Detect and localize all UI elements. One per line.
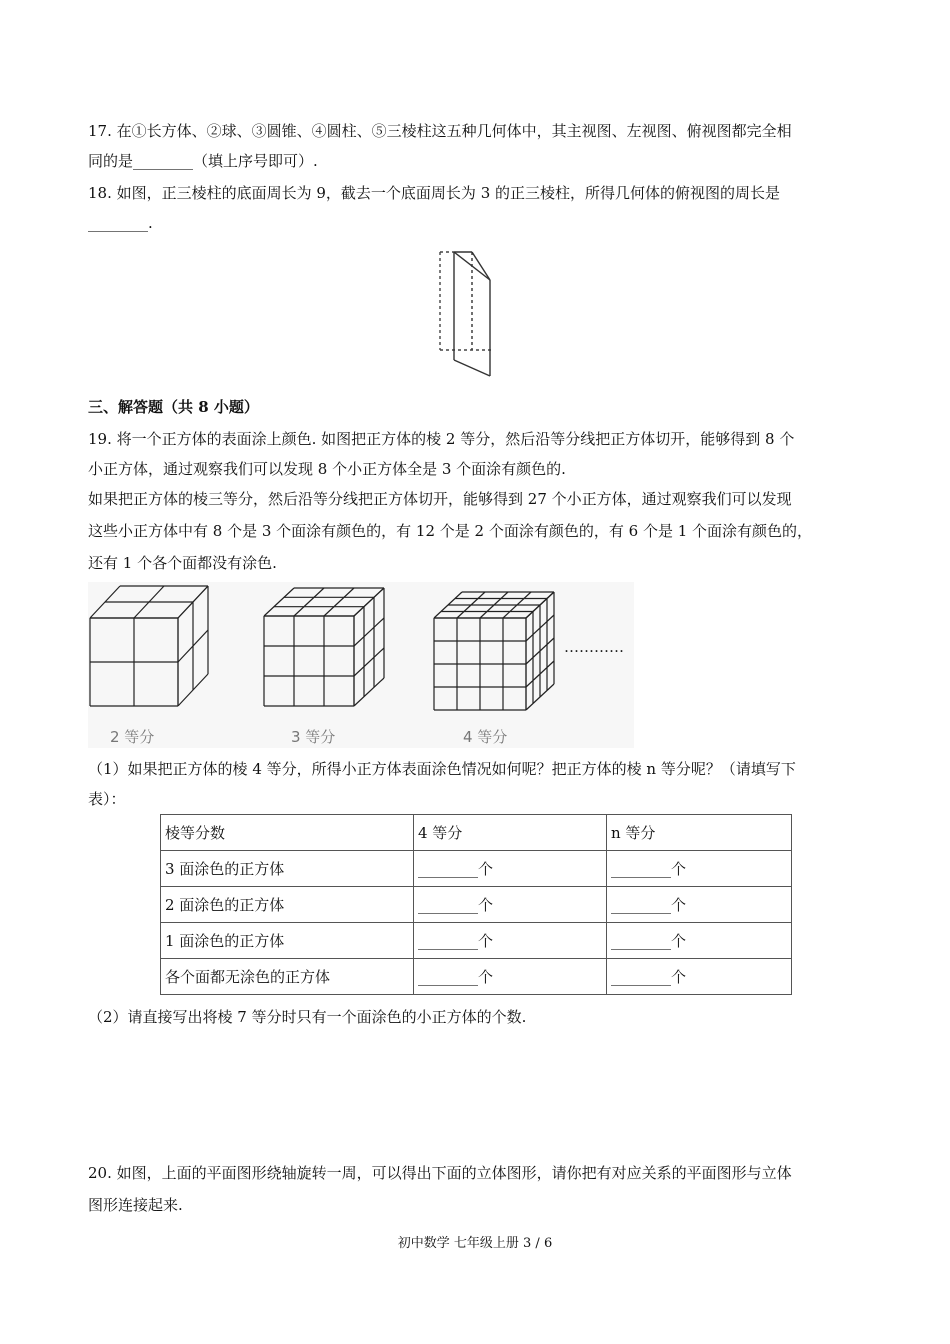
table-cell: 各个面都无涂色的正方体 xyxy=(161,959,414,995)
table-header: 4 等分 xyxy=(414,815,607,851)
ellipsis: ………… xyxy=(564,638,624,656)
q19-part1-line2: 表）： xyxy=(88,790,126,808)
answer-blank[interactable]: ________个 xyxy=(414,887,607,923)
table-row xyxy=(161,959,792,995)
q17-line2: 同的是________（填上序号即可）. xyxy=(88,152,318,170)
table-header: n 等分 xyxy=(607,815,792,851)
table-row xyxy=(161,851,792,887)
q20-line2: 图形连接起来. xyxy=(88,1196,183,1214)
answer-blank[interactable]: ________个 xyxy=(607,851,792,887)
answer-blank[interactable]: ________个 xyxy=(414,923,607,959)
cube-caption-2: 2 等分 xyxy=(110,728,155,746)
truncated-prism-figure xyxy=(432,244,522,378)
section-title: 三、解答题（共 8 小题） xyxy=(88,398,259,416)
q19-line3: 如果把正方体的棱三等分，然后沿等分线把正方体切开，能够得到 27 个小正方体，通过观察我们可以发现 xyxy=(88,490,792,508)
table-cell: 1 面涂色的正方体 xyxy=(161,923,414,959)
table-row xyxy=(161,923,792,959)
q19-part1-line1: （1）如果把正方体的棱 4 等分，所得小正方体表面涂色情况如何呢？把正方体的棱 n 等分呢？（请填写下 xyxy=(88,760,796,778)
answer-blank[interactable]: ________个 xyxy=(607,923,792,959)
answer-blank[interactable]: ________个 xyxy=(414,959,607,995)
q20-line1: 20. 如图，上面的平面图形绕轴旋转一周，可以得出下面的立体图形，请你把有对应关系的平面图形与立体 xyxy=(88,1164,792,1182)
cube-division-figure xyxy=(88,582,634,748)
q18-line2: ________. xyxy=(88,214,153,232)
q17-line1: 17. 在①长方体、②球、③圆锥、④圆柱、⑤三棱柱这五种几何体中，其主视图、左视图、俯视图都完全相 xyxy=(88,122,792,140)
q19-part2: （2）请直接写出将棱 7 等分时只有一个面涂色的小正方体的个数. xyxy=(88,1008,527,1026)
table-header-row xyxy=(161,815,792,851)
table-cell: 2 面涂色的正方体 xyxy=(161,887,414,923)
answer-blank[interactable]: ________个 xyxy=(414,851,607,887)
table-cell: 3 面涂色的正方体 xyxy=(161,851,414,887)
table-header: 棱等分数 xyxy=(161,815,414,851)
q19-line5: 还有 1 个各个面都没有涂色. xyxy=(88,554,277,572)
q19-line1: 19. 将一个正方体的表面涂上颜色. 如图把正方体的棱 2 等分，然后沿等分线把正方体切开，能够得到 8 个 xyxy=(88,430,795,448)
q19-line4: 这些小正方体中有 8 个是 3 个面涂有颜色的，有 12 个是 2 个面涂有颜色的，有 6 个是 1 个面涂有颜色的， xyxy=(88,522,813,540)
answer-blank[interactable]: ________个 xyxy=(607,887,792,923)
answer-blank[interactable]: ________个 xyxy=(607,959,792,995)
q18-line1: 18. 如图，正三棱柱的底面周长为 9，截去一个底面周长为 3 的正三棱柱，所得几何体的俯视图的周长是 xyxy=(88,184,781,202)
q19-line2: 小正方体，通过观察我们可以发现 8 个小正方体全是 3 个面涂有颜色的. xyxy=(88,460,566,478)
cube-caption-3: 3 等分 xyxy=(291,728,336,746)
page-footer: 初中数学 七年级上册 3 / 6 xyxy=(397,1236,553,1251)
table-row xyxy=(161,887,792,923)
answer-table xyxy=(160,814,792,995)
cube-caption-4: 4 等分 xyxy=(463,728,508,746)
